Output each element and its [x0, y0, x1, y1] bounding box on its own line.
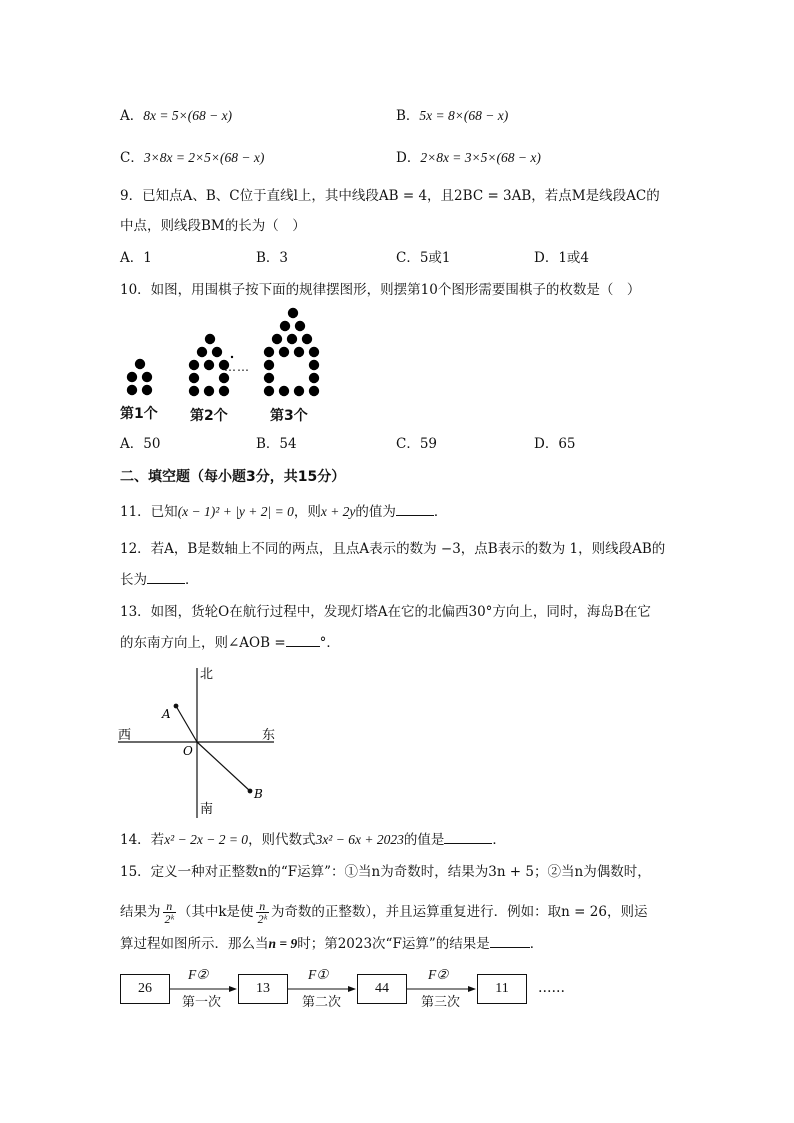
flow-op-1: F② [188, 967, 209, 982]
figure-label-3: 第3个 [270, 408, 308, 424]
q10-option-b: B．54 [256, 436, 297, 452]
answer-blank [286, 634, 320, 647]
q8-option-a: A．8x = 5×(68 − x) [120, 108, 233, 124]
flow-box-4: 11 [477, 974, 527, 1004]
label-o: O [183, 744, 193, 758]
flow-box-2: 13 [238, 974, 288, 1004]
flow-arrows [0, 960, 794, 1020]
figure-ellipsis: …… [224, 360, 250, 374]
label-b: B [254, 787, 263, 801]
flow-step-3: 第三次 [421, 995, 461, 1010]
label-south: 南 [200, 802, 214, 817]
flow-step-2: 第二次 [302, 995, 342, 1010]
answer-blank [490, 935, 530, 948]
figure-label-2: 第2个 [190, 408, 228, 424]
q15-stem-line3: 算过程如图所示．那么当n = 9时；第2023次“F运算”的结果是 ． [120, 936, 544, 952]
flow-op-3: F② [428, 967, 449, 982]
q10-option-c: C．59 [396, 436, 438, 452]
compass-figure [110, 660, 290, 820]
q10-option-a: A．50 [120, 436, 161, 452]
answer-blank [396, 503, 434, 516]
section-title: 二、填空题（每小题3分，共15分） [120, 469, 346, 485]
flow-box-3: 44 [357, 974, 407, 1004]
q9-stem-line1: 9．已知点A、B、C位于直线l上，其中线段AB = 4，且2BC = 3AB，若点M是线段AC的 [120, 188, 660, 204]
figure-label-1: 第1个 [120, 406, 158, 422]
q12-stem-line1: 12．若A，B是数轴上不同的两点，且点A表示的数为 −3，点B表示的数为 1，则线段AB的 [120, 541, 666, 557]
q11-stem: 11．已知(x − 1)² + |y + 2| = 0，则x + 2y的值为 ． [120, 504, 448, 520]
flow-box-1: 26 [120, 974, 170, 1004]
answer-blank [147, 571, 185, 584]
q8-option-c: C．3×8x = 2×5×(68 − x) [120, 150, 265, 166]
q14-stem: 14．若x² − 2x − 2 = 0，则代数式3x² − 6x + 2023的值是 ． [120, 832, 506, 848]
q8-option-d: D．2×8x = 3×5×(68 − x) [396, 150, 541, 166]
answer-blank [444, 831, 492, 844]
label-east: 东 [262, 728, 276, 743]
q15-stem-line2: 结果为 $\frac{n}{\text{2ᵏ}}$ （其中k是使 $\frac{n}{\text{2ᵏ}}$ 为奇数的正整数），并且运算重复进行．例如：取n = 26，则运 [120, 899, 648, 926]
q13-stem-line1: 13．如图，货轮O在航行过程中，发现灯塔A在它的北偏西30°方向上，同时，海岛B在它 [120, 604, 651, 620]
q9-option-d: D．1或4 [534, 250, 590, 266]
flow-op-2: F① [308, 967, 329, 982]
q15-stem-line1: 15．定义一种对正整数n的“F运算”：①当n为奇数时，结果为3n + 5；②当n为偶数时， [120, 864, 651, 880]
label-north: 北 [200, 667, 214, 682]
label-a: A [162, 707, 171, 721]
q9-option-a: A．1 [120, 250, 152, 266]
q8-option-b: B．5x = 8×(68 − x) [396, 108, 509, 124]
q10-stem: 10．如图，用围棋子按下面的规律摆图形，则摆第10个图形需要围棋子的枚数是（ ） [120, 282, 641, 298]
q12-stem-line2: 长为 ． [120, 572, 199, 588]
q9-stem-line2: 中点，则线段BM的长为（ ） [120, 218, 306, 234]
q13-stem-line2: 的东南方向上，则∠AOB = °． [120, 635, 340, 651]
label-west: 西 [118, 728, 132, 743]
q9-option-c: C．5或1 [396, 250, 451, 266]
q10-option-d: D．65 [534, 436, 576, 452]
q9-option-b: B．3 [256, 250, 289, 266]
flow-step-1: 第一次 [182, 995, 222, 1010]
flow-ellipsis: …… [538, 980, 565, 996]
